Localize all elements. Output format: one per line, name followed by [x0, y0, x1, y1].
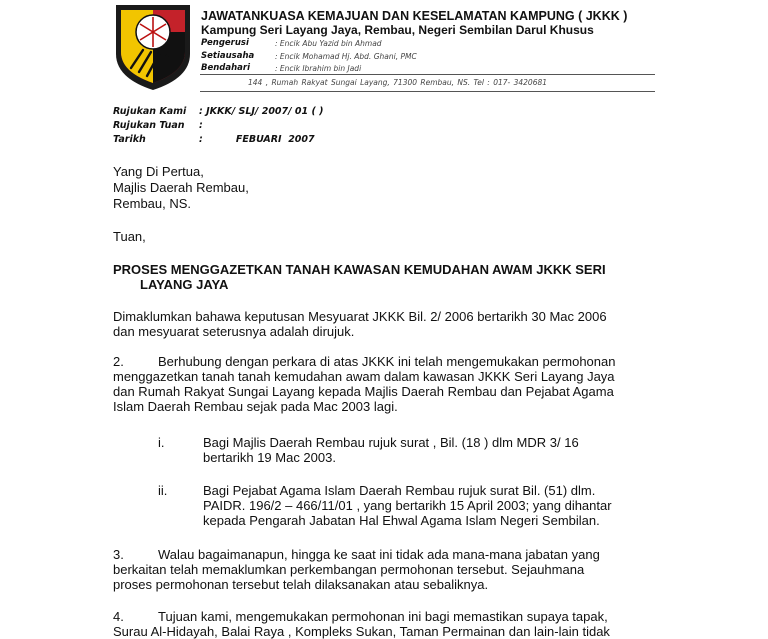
paragraph-number: 4. — [113, 609, 124, 624]
list-item-number: i. — [158, 435, 165, 450]
letterhead-address: 144 , Rumah Rakyat Sungai Layang, 71300 Rembau, NS. Tel : 017- 3420681 — [248, 78, 548, 87]
jkkk-crest-logo — [113, 2, 193, 92]
paragraph-line: kepada Pengarah Jabatan Hal Ehwal Agama Islam Negeri Sembilan. — [203, 513, 600, 528]
paragraph-3 — [113, 562, 655, 592]
paragraph-number: 3. — [113, 547, 124, 562]
recipient-line: Yang Di Pertua, — [113, 164, 204, 179]
ref-kami-value: : JKKK/ SLJ/ 2007/ 01 ( ) — [199, 106, 324, 117]
list-item-i — [203, 435, 655, 465]
letterhead-top-divider — [200, 74, 655, 75]
ref-tuan-value: : — [199, 120, 203, 131]
list-item-ii — [203, 483, 655, 528]
paragraph-3-first-line: Walau bagaimanapun, hingga ke saat ini tidak ada mana-mana jabatan yang — [158, 547, 600, 562]
subject-line: PROSES MENGGAZETKAN TANAH KAWASAN KEMUDAHAN AWAM JKKK SERI — [113, 262, 606, 277]
paragraph-line: Bagi Pejabat Agama Islam Daerah Rembau rujuk surat Bil. (51) dlm. — [203, 483, 596, 498]
paragraph-2 — [113, 369, 655, 414]
paragraph-line: bertarikh 19 Mac 2003. — [203, 450, 336, 465]
intro-paragraph — [113, 309, 655, 339]
paragraph-line: PAIDR. 196/2 – 466/11/01 , yang bertarikh 15 April 2003; yang dihantar — [203, 498, 612, 513]
ref-tuan-label: Rujukan Tuan — [113, 120, 185, 131]
subject-line: LAYANG JAYA — [140, 277, 229, 292]
paragraph-line: dan mesyuarat seterusnya adalah dirujuk. — [113, 324, 355, 339]
letterhead-bottom-divider — [200, 91, 655, 92]
date-value: : FEBUARI 2007 — [199, 134, 315, 145]
paragraph-4-first-line: Tujuan kami, mengemukakan permohonan ini bagi memastikan supaya tapak, — [158, 609, 608, 624]
officer-role-pengerusi: Pengerusi — [201, 38, 249, 48]
organisation-location: Kampung Seri Layang Jaya, Rembau, Negeri Sembilan Darul Khusus — [201, 23, 594, 37]
paragraph-4-continuation: Surau Al-Hidayah, Balai Raya , Kompleks Sukan, Taman Permainan dan lain-lain tidak — [113, 624, 610, 639]
paragraph-2-first-line: Berhubung dengan perkara di atas JKKK ini telah mengemukakan permohonan — [158, 354, 616, 369]
paragraph-line: menggazetkan tanah tanah kemudahan awam dalam kawasan JKKK Seri Layang Jaya — [113, 369, 615, 384]
paragraph-number: 2. — [113, 354, 124, 369]
officer-role-setiausaha: Setiausaha — [201, 51, 255, 61]
paragraph-line: Islam Daerah Rembau sejak pada Mac 2003 lagi. — [113, 399, 398, 414]
paragraph-line: Bagi Majlis Daerah Rembau rujuk surat , Bil. (18 ) dlm MDR 3/ 16 — [203, 435, 579, 450]
ref-kami-label: Rujukan Kami — [113, 106, 187, 117]
officer-name-pengerusi: : Encik Abu Yazid bin Ahmad — [275, 39, 382, 48]
officer-name-setiausaha: : Encik Mohamad Hj. Abd. Ghani, PMC — [275, 52, 417, 61]
officer-role-bendahari: Bendahari — [201, 63, 251, 73]
salutation: Tuan, — [113, 229, 146, 244]
date-label: Tarikh — [113, 134, 146, 145]
paragraph-line: berkaitan telah memaklumkan perkembangan permohonan tersebut. Sejauhmana — [113, 562, 585, 577]
officer-name-bendahari: : Encik Ibrahim bin Jadi — [275, 64, 362, 73]
list-item-number: ii. — [158, 483, 168, 498]
recipient-line: Majlis Daerah Rembau, — [113, 180, 249, 195]
paragraph-line: proses permohonan tersebut telah dilaksanakan atau sebaliknya. — [113, 577, 489, 592]
paragraph-line: Dimaklumkan bahawa keputusan Mesyuarat JKKK Bil. 2/ 2006 bertarikh 30 Mac 2006 — [113, 309, 607, 324]
organisation-title: JAWATANKUASA KEMAJUAN DAN KESELAMATAN KAMPUNG ( JKKK ) — [201, 9, 628, 23]
recipient-line: Rembau, NS. — [113, 196, 192, 211]
paragraph-line: dan Rumah Rakyat Sungai Layang kepada Majlis Daerah Rembau dan Pejabat Agama — [113, 384, 614, 399]
